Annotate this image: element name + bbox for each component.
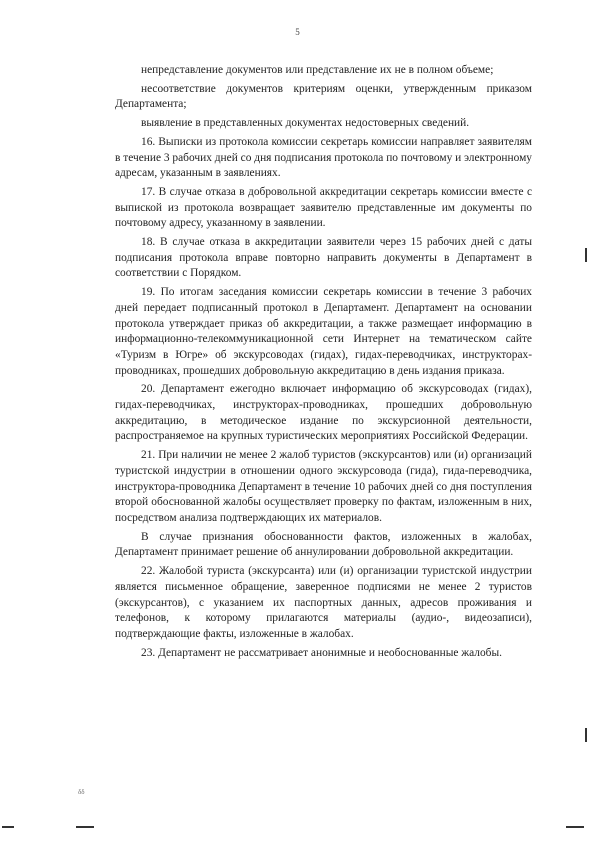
- clause-21-continuation: В случае признания обоснованности фактов, изложенных в жалобах, Департамент принимает решение об аннулировании добровольной аккредитации.: [115, 530, 532, 559]
- scan-edge-right-lower: [585, 728, 587, 742]
- footer-mark: δδ: [78, 788, 85, 796]
- paragraph-false-information: выявление в представленных документах недостоверных сведений.: [141, 117, 470, 130]
- scan-edge-bottom-right: [566, 826, 584, 828]
- scan-edge-bottom-mid: [76, 826, 94, 828]
- clause-20: 20. Департамент ежегодно включает информацию об экскурсоводах (гидах), гидах-переводчиках, инструкторах-проводниках, прошедших добровольную аккредитацию, в методическое издание по экскурсионной деятельности, распространяемое на крупных туристических мероприятиях Российской Федерации.: [115, 383, 532, 443]
- page-number: 5: [295, 27, 300, 37]
- scan-edge-bottom-left: [2, 826, 14, 828]
- clause-18: 18. В случае отказа в аккредитации заявители через 15 рабочих дней с даты подписания протокола вправе повторно направить документы в Департамент в соответствии с Порядком.: [115, 236, 532, 280]
- clause-23: 23. Департамент не рассматривает анонимные и необоснованные жалобы.: [141, 646, 502, 659]
- clause-17: 17. В случае отказа в добровольной аккредитации секретарь комиссии вместе с выпиской из протокола возвращает заявителю представленные им документы по почтовому адресу, указанному в заявлении.: [115, 185, 532, 230]
- document-body: [115, 63, 532, 664]
- clause-16: 16. Выписки из протокола комиссии секретарь комиссии направляет заявителям в течение 3 рабочих дней со дня подписания протокола по почтовому и электронному адресам, указанным в заявлениях.: [115, 135, 532, 180]
- scan-edge-right-upper: [585, 248, 587, 262]
- paragraph-incomplete-documents: непредставление документов или представление их не в полном объеме;: [141, 64, 494, 76]
- paragraph-criteria-mismatch: несоответствие документов критериям оценки, утвержденным приказом Департамента;: [115, 82, 532, 111]
- clause-21: 21. При наличии не менее 2 жалоб туристов (экскурсантов) или (и) организаций туристской индустрии в отношении одного экскурсовода (гида), гида-переводчика, инструктора-проводника Департамент в течение 10 рабочих дней со дня поступления второй обоснованной жалобы осуществляет проверку по фактам, изложенным в них, посредством анализа подтверждающих их материалов.: [115, 449, 532, 524]
- clause-22: 22. Жалобой туриста (экскурсанта) или (и) организации туристской индустрии является письменное обращение, заверенное подписями не менее 2 туристов (экскурсантов), с указанием их паспортных данных, адресов проживания и телефонов, к которому прилагаются материалы (аудио-, видеозаписи), подтверждающие факты, изложенные в жалобах.: [115, 565, 532, 640]
- clause-19: 19. По итогам заседания комиссии секретарь комиссии в течение 3 рабочих дней передает подписанный протокол в Департамент. Департамент на основании протокола утверждает приказ об аккредитации, а также размещает информацию в информационно-телекоммуникационной сети Интернет на тематическом сайте «Туризм в Югре» об экскурсоводах (гидах), гидах-переводчиках, инструкторах-проводниках, прошедших добровольную аккредитацию в день издания приказа.: [115, 286, 532, 377]
